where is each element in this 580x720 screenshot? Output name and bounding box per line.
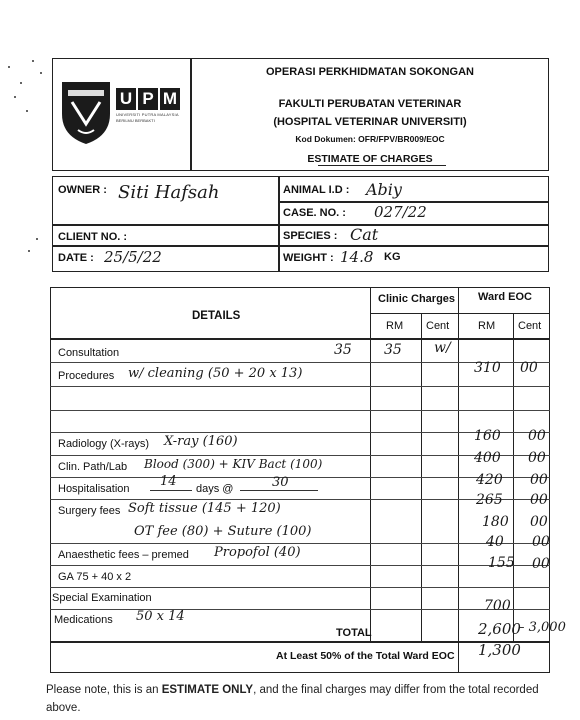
ga-ward-cent: 00: [532, 556, 550, 572]
row-line: [50, 477, 550, 478]
animal-id-label: ANIMAL I.D :: [283, 184, 350, 196]
species-value: Cat: [350, 225, 379, 244]
consultation-note: 35: [334, 342, 352, 358]
row-line: [50, 410, 550, 411]
total-value: 2,600: [478, 620, 521, 638]
case-no-label: CASE. NO. :: [283, 207, 346, 219]
charges-table: [50, 287, 550, 673]
form-title: ESTIMATE OF CHARGES: [307, 153, 433, 165]
consultation-clinic-cent: w/: [434, 340, 451, 356]
species-label: SPECIES :: [283, 230, 338, 242]
surgery-note: Soft tissue (145 + 120): [128, 501, 281, 516]
header-bottom-line: [50, 338, 550, 340]
header-subdivider: [370, 313, 550, 314]
scan-speck: [40, 72, 42, 74]
animal-id-value: Abiy: [366, 180, 402, 199]
weight-label: WEIGHT :: [283, 252, 334, 264]
hospitalisation-ward-cent: 00: [530, 472, 548, 488]
scan-speck: [36, 238, 38, 240]
row-line: [50, 499, 550, 500]
row-line: [50, 386, 550, 387]
owner-label: OWNER :: [58, 184, 107, 196]
surgery-extra-ward-rm: 180: [482, 514, 509, 530]
procedures-label: Procedures: [58, 370, 115, 382]
hospitalisation-days: 14: [160, 474, 177, 489]
scan-speck: [32, 60, 34, 62]
ward-rm-header: RM: [478, 320, 496, 332]
procedures-ward-cent: 00: [520, 360, 538, 376]
weight-value: 14.8: [340, 248, 374, 266]
scan-speck: [20, 82, 22, 84]
header-line-2: FAKULTI PERUBATAN VETERINAR: [278, 98, 462, 110]
atleast-label: At Least 50% of the Total Ward EOC: [276, 650, 455, 662]
scan-speck: [14, 96, 16, 98]
upm-letter-u: U: [116, 88, 136, 110]
case-no-value: 027/22: [374, 203, 427, 221]
medications-label: Medications: [54, 614, 113, 626]
owner-value: Siti Hafsah: [118, 182, 220, 203]
row-line: [50, 609, 550, 610]
info-row-divider: [52, 245, 279, 247]
clinpath-ward-rm: 400: [474, 450, 501, 466]
date-label: DATE :: [58, 252, 94, 264]
surgery-ward-cent: 00: [530, 492, 548, 508]
rate-fill-line: [240, 490, 318, 491]
info-row-divider: [278, 245, 549, 247]
details-header: DETAILS: [192, 310, 241, 322]
ga-label: GA 75 + 40 x 2: [58, 571, 132, 583]
procedures-note: w/ cleaning (50 + 20 x 13): [128, 366, 303, 381]
hospitalisation-ward-rm: 420: [476, 472, 503, 488]
consultation-clinic-rm: 35: [384, 342, 402, 358]
medications-note: 50 x 14: [136, 609, 185, 624]
radiology-label: Radiology (X-rays): [58, 438, 150, 450]
clinpath-ward-cent: 00: [528, 450, 546, 466]
header-line-1: OPERASI PERKHIDMATAN SOKONGAN: [266, 66, 474, 78]
total-label: TOTAL: [336, 627, 372, 639]
hospitalisation-rate: 30: [272, 475, 289, 490]
info-row-divider: [278, 224, 549, 226]
surgery-ward-rm: 265: [476, 492, 503, 508]
anaesthetic-ward-cent: 00: [532, 534, 550, 550]
table-col-divider: [458, 287, 459, 673]
total-range: – 3,000: [518, 620, 566, 635]
hospitalisation-label: Hospitalisation: [58, 483, 130, 495]
ward-eoc-header: Ward EOC: [478, 291, 532, 303]
title-underline: [318, 165, 446, 166]
anaesthetic-ward-rm: 40: [486, 534, 504, 550]
footer-note-suffix: , and the final charges may differ from the total recorded: [253, 684, 539, 696]
header-line-3: (HOSPITAL VETERINAR UNIVERSITI): [273, 116, 467, 128]
row-line: [50, 543, 550, 544]
doc-code: Kod Dokumen: OFR/FPV/BR009/EOC: [295, 134, 445, 144]
surgery-label: Surgery fees: [58, 505, 121, 517]
atleast-value: 1,300: [478, 641, 521, 659]
medications-ward-rm: 700: [484, 598, 511, 614]
info-row-divider: [52, 224, 279, 226]
upm-letter-m: M: [160, 88, 180, 110]
clinic-charges-header: Clinic Charges: [378, 293, 456, 305]
footer-note-line2: above.: [46, 702, 81, 714]
anaesthetic-label: Anaesthetic fees – premed: [58, 549, 189, 561]
scan-speck: [28, 250, 30, 252]
ga-ward-rm: 155: [488, 555, 515, 571]
days-at-label: days @: [196, 483, 234, 495]
clinic-cent-header: Cent: [426, 320, 450, 332]
row-line: [50, 587, 550, 588]
scan-speck: [8, 66, 10, 68]
total-line: [50, 641, 550, 643]
consultation-label: Consultation: [58, 347, 120, 359]
radiology-ward-rm: 160: [474, 428, 501, 444]
radiology-ward-cent: 00: [528, 428, 546, 444]
weight-unit: KG: [384, 251, 401, 263]
clinpath-note: Blood (300) + KIV Bact (100): [144, 457, 323, 471]
upm-wordmark: [116, 88, 180, 110]
date-value: 25/5/22: [104, 248, 162, 266]
shield-icon: [60, 80, 112, 146]
surgery-extra-ward-cent: 00: [530, 514, 548, 530]
days-fill-line: [150, 490, 192, 491]
special-exam-label: Special Examination: [52, 592, 152, 604]
procedures-ward-rm: 310: [474, 360, 501, 376]
footer-note: [46, 684, 566, 696]
logo-subtext: UNIVERSITI PUTRA MALAYSIA: [116, 112, 179, 117]
clinic-rm-header: RM: [386, 320, 404, 332]
footer-note-prefix: Please note, this is an: [46, 684, 162, 696]
logo-motto: BERILMU BERBAKTI: [116, 118, 155, 123]
surgery-extra-note: OT fee (80) + Suture (100): [134, 524, 312, 539]
upm-logo: [60, 80, 188, 146]
row-line: [50, 565, 550, 566]
clinpath-label: Clin. Path/Lab: [58, 461, 128, 473]
upm-letter-p: P: [138, 88, 158, 110]
client-no-label: CLIENT NO. :: [58, 231, 128, 243]
radiology-note: X-ray (160): [164, 434, 238, 449]
scan-speck: [26, 110, 28, 112]
anaesthetic-note: Propofol (40): [214, 545, 301, 560]
footer-note-bold: ESTIMATE ONLY: [161, 684, 254, 696]
ward-cent-header: Cent: [518, 320, 542, 332]
